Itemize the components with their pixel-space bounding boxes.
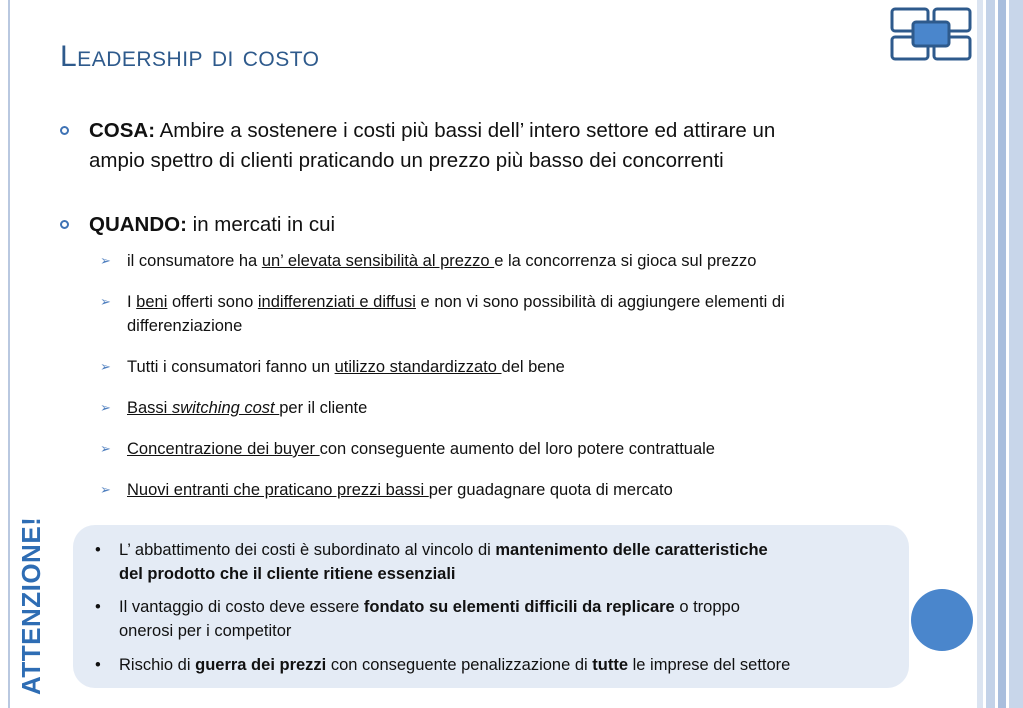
windows-logo-icon (889, 6, 973, 62)
sub-bullet-1 (100, 249, 910, 273)
callout3-text-mid: con conseguente penalizzazione di (326, 656, 593, 674)
sub2-text-end: e non vi sono possibilità di aggiungere elementi di (415, 293, 785, 311)
sub2-underlined-beni: beni (136, 293, 168, 311)
callout-item-1 (95, 538, 885, 586)
sub4-underlined: Bassi (127, 399, 172, 417)
sub3-underlined: utilizzo standardizzato (334, 358, 502, 376)
bullet-quando (60, 210, 900, 240)
callout2-bold: fondato su elementi difficili da replicare (363, 598, 675, 616)
right-border-stripes (977, 0, 1023, 708)
callout-item-2 (95, 595, 885, 643)
sub6-underlined: Nuovi entranti che praticano prezzi bassi (127, 481, 429, 499)
sub4-underlined-italic: switching cost (171, 399, 280, 417)
sub3-text: Tutti i consumatori fanno un (127, 358, 335, 376)
sub6-text-end: per guadagnare quota di mercato (428, 481, 673, 499)
dot-bullet-icon: • (95, 541, 101, 559)
sub-bullet-4 (100, 396, 910, 420)
sub-bullet-2 (100, 290, 910, 338)
sub1-text: il consumatore ha (127, 252, 262, 270)
sub-bullet-3 (100, 355, 910, 379)
sub-bullet-5 (100, 437, 910, 461)
circle-bullet-icon (60, 126, 69, 135)
attention-callout-box (73, 525, 909, 688)
cosa-text-line2: ampio spettro di clienti praticando un prezzo più basso dei concorrenti (89, 149, 724, 172)
arrow-bullet-icon: ➢ (100, 294, 111, 309)
callout3-text-end: le imprese del settore (628, 656, 791, 674)
callout3-text: Rischio di (119, 656, 196, 674)
quando-label: QUANDO: (89, 213, 187, 236)
sub1-underlined: un’ elevata sensibilità al prezzo (261, 252, 495, 270)
sub2-underlined-indiff: indifferenziati e diffusi (257, 293, 416, 311)
sub-bullet-6 (100, 478, 910, 502)
arrow-bullet-icon: ➢ (100, 359, 111, 374)
slide-title: Leadership di costo (60, 40, 320, 73)
circle-bullet-icon (60, 220, 69, 229)
arrow-bullet-icon: ➢ (100, 441, 111, 456)
sub2-text-mid: offerti sono (167, 293, 258, 311)
sub2-text: I (127, 293, 137, 311)
cosa-label: COSA: (89, 119, 156, 142)
callout2-text-line2: onerosi per i competitor (119, 622, 292, 640)
callout3-bold2: tutte (592, 656, 629, 674)
dot-bullet-icon: • (95, 598, 101, 616)
callout1-bold-line2: del prodotto che il cliente ritiene essenziali (119, 565, 456, 583)
cosa-text-line1: Ambire a sostenere i costi più bassi dell’ intero settore ed attirare un (155, 119, 776, 142)
sub2-text-line2: differenziazione (127, 317, 243, 335)
callout3-bold1: guerra dei prezzi (195, 656, 327, 674)
left-border-line (8, 0, 10, 708)
arrow-bullet-icon: ➢ (100, 482, 111, 497)
attenzione-label: ATTENZIONE! (16, 516, 46, 695)
sub1-text-end: e la concorrenza si gioca sul prezzo (494, 252, 757, 270)
callout-item-3 (95, 653, 885, 677)
sub5-text-end: con conseguente aumento del loro potere contrattuale (319, 440, 715, 458)
callout1-bold: mantenimento delle caratteristiche (495, 541, 768, 559)
arrow-bullet-icon: ➢ (100, 400, 111, 415)
dot-bullet-icon: • (95, 656, 101, 674)
callout1-text: L’ abbattimento dei costi è subordinato al vincolo di (119, 541, 496, 559)
arrow-bullet-icon: ➢ (100, 253, 111, 268)
callout2-text: Il vantaggio di costo deve essere (119, 598, 364, 616)
callout2-text-end: o troppo (674, 598, 740, 616)
sub5-underlined: Concentrazione dei buyer (127, 440, 320, 458)
quando-text: in mercati in cui (186, 213, 336, 236)
sub4-text-end: per il cliente (279, 399, 368, 417)
decorative-circle (911, 589, 973, 651)
sub3-text-end: del bene (501, 358, 565, 376)
bullet-cosa (60, 116, 900, 176)
